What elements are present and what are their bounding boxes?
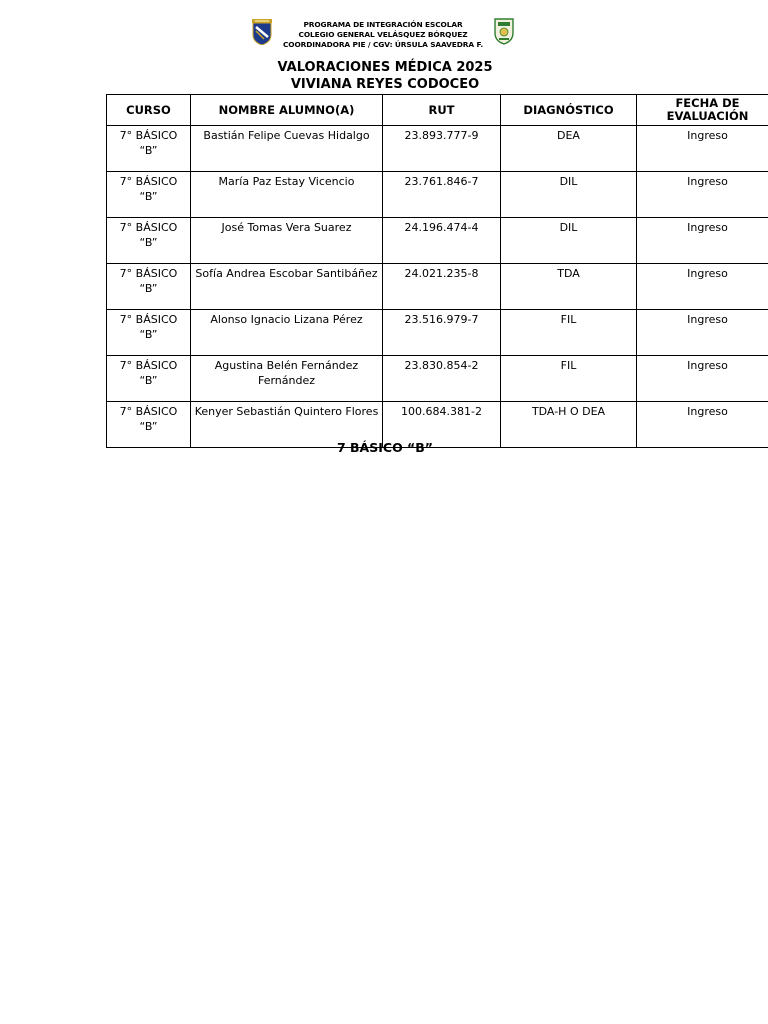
course-footer-label: 7 BÁSICO “B” — [336, 440, 433, 455]
cell-diagnostico: DIL — [501, 172, 637, 218]
header-school: COLEGIO GENERAL VELÁSQUEZ BÓRQUEZ — [298, 30, 468, 39]
table-row — [107, 356, 768, 402]
cell-nombre: Bastián Felipe Cuevas Hidalgo — [191, 126, 383, 172]
cell-diagnostico: TDA-H O DEA — [501, 402, 637, 448]
header-coordinator: COORDINADORA PIE / CGV: ÚRSULA SAAVEDRA F. — [282, 40, 484, 49]
evaluations-table — [106, 94, 768, 448]
cell-nombre: María Paz Estay Vicencio — [191, 172, 383, 218]
cell-fecha: Ingreso — [637, 264, 768, 310]
school-crest-icon — [252, 19, 272, 45]
pie-program-crest-icon — [493, 17, 515, 45]
cell-curso: 7° BÁSICO “B” — [107, 310, 191, 356]
cell-rut: 23.516.979-7 — [383, 310, 501, 356]
column-header-diagnostico: DIAGNÓSTICO — [501, 95, 637, 126]
table-header-row — [107, 95, 768, 126]
cell-fecha: Ingreso — [637, 310, 768, 356]
cell-fecha: Ingreso — [637, 218, 768, 264]
table-row — [107, 126, 768, 172]
header-program: PROGRAMA DE INTEGRACIÓN ESCOLAR — [303, 20, 463, 29]
cell-fecha: Ingreso — [637, 126, 768, 172]
cell-nombre: Agustina Belén Fernández Fernández — [191, 356, 383, 402]
page-title: VALORACIONES MÉDICA 2025 — [277, 60, 493, 75]
cell-nombre: Kenyer Sebastián Quintero Flores — [191, 402, 383, 448]
cell-curso: 7° BÁSICO “B” — [107, 356, 191, 402]
column-header-fecha: FECHA DE EVALUACIÓN — [637, 95, 768, 126]
cell-rut: 23.830.854-2 — [383, 356, 501, 402]
cell-rut: 100.684.381-2 — [383, 402, 501, 448]
cell-curso: 7° BÁSICO “B” — [107, 264, 191, 310]
cell-rut: 23.761.846-7 — [383, 172, 501, 218]
cell-diagnostico: DEA — [501, 126, 637, 172]
cell-nombre: José Tomas Vera Suarez — [191, 218, 383, 264]
cell-curso: 7° BÁSICO “B” — [107, 218, 191, 264]
column-header-curso: CURSO — [107, 95, 191, 126]
cell-curso: 7° BÁSICO “B” — [107, 126, 191, 172]
cell-diagnostico: DIL — [501, 218, 637, 264]
cell-nombre: Alonso Ignacio Lizana Pérez — [191, 310, 383, 356]
cell-rut: 24.021.235-8 — [383, 264, 501, 310]
header-text — [274, 20, 492, 50]
cell-diagnostico: FIL — [501, 356, 637, 402]
table-row — [107, 172, 768, 218]
table-row — [107, 310, 768, 356]
cell-fecha: Ingreso — [637, 172, 768, 218]
table-row — [107, 264, 768, 310]
table-row — [107, 218, 768, 264]
cell-nombre: Sofía Andrea Escobar Santibáñez — [191, 264, 383, 310]
page-subtitle: VIVIANA REYES CODOCEO — [290, 77, 480, 92]
cell-rut: 24.196.474-4 — [383, 218, 501, 264]
column-header-rut: RUT — [383, 95, 501, 126]
document-header — [250, 15, 520, 55]
cell-rut: 23.893.777-9 — [383, 126, 501, 172]
cell-fecha: Ingreso — [637, 402, 768, 448]
cell-curso: 7° BÁSICO “B” — [107, 172, 191, 218]
cell-fecha: Ingreso — [637, 356, 768, 402]
cell-curso: 7° BÁSICO “B” — [107, 402, 191, 448]
column-header-nombre: NOMBRE ALUMNO(A) — [191, 95, 383, 126]
cell-diagnostico: TDA — [501, 264, 637, 310]
cell-diagnostico: FIL — [501, 310, 637, 356]
